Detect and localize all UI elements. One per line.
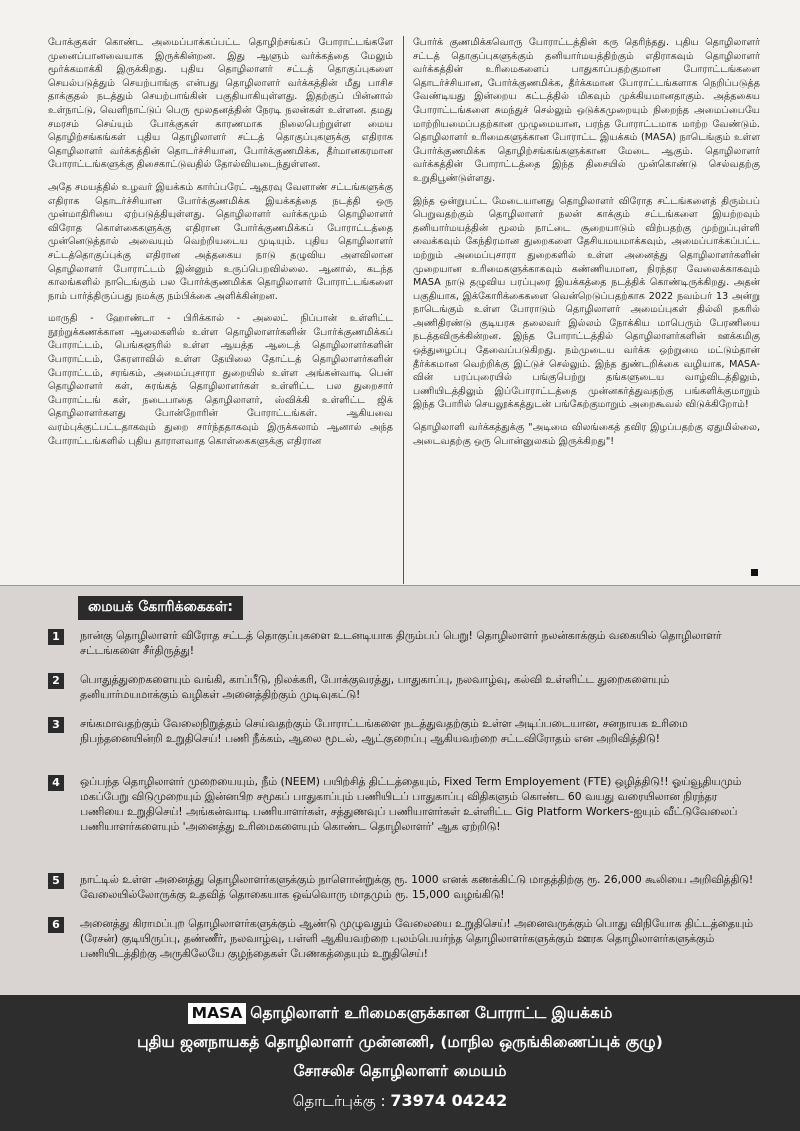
article-left-column	[48, 36, 393, 457]
column-divider	[403, 36, 404, 584]
article-paragraph: போக்குகள் கொண்ட அமைப்பாக்கப்பட்ட தொழிற்சங்கப் போராட்டங்களே முனைப்பானவையாக இருக்கின்றன. இது ஆளும் வர்க்கத்தை மேலும் மூர்க்கமாக்கி இருக்கிறது. புதிய தொழிலாளர் சட்டத் தொகுப்புகளை செயல்படுத்தும் செயற்பாங்கு என்பது தொழிலாளர் வர்க்கத்தின் மீது பாசிச தாக்குதல் நடத்தும் செயற்பாங்கின் பகுதியாகியுள்ளது. இதற்குப் பின்னால் உள்நாட்டு, வெளிநாட்டுப் பெரு மூலதனத்தின் நேரடி நலன்கள் உள்ளன. தமது சமரசம் செய்யும் போக்குகள் காரணமாக நிலைபெற்றுள்ள மைய தொழிற்சங்கங்கள் புதிய தொழிலாளர் சட்டத் தொகுப்புகளுக்கு எதிராக தொழிலாளர் வர்க்கத்தின் தொடர்ச்சியான, போர்க்குணமிக்க, தீர்மானகரமான போராட்டங்களுக்கு திசைகாட்டுவதில் தோல்வியடைந்துள்ளன.	[48, 37, 393, 171]
article-body	[48, 36, 760, 584]
demand-number: 1	[48, 629, 64, 645]
article-right-column	[413, 36, 760, 457]
demand-text: பொதுத்துறைகளையும் வங்கி, காப்பீடு, நிலக்கரி, போக்குவரத்து, பாதுகாப்பு, நலவாழ்வு, கல்வி உள்ளிட்ட துறைகளையும் தனியார்மயமாக்கும் வழிகள் அனைத்திற்கும் முடிவுகட்டு!	[80, 673, 670, 701]
footer-line-organization: சோசலிச தொழிலாளர் மையம்	[293, 1062, 507, 1080]
masa-logo: MASA	[188, 1003, 247, 1024]
contact-phone: 73974 04242	[390, 1091, 508, 1110]
demand-text: நான்கு தொழிலாளர் விரோத சட்டத் தொகுப்புகளை உடனடியாக திரும்பப் பெறு! தொழிலாளர் நலன்காக்கும் வகையில் தொழிலாளர் சட்டங்களை சீர்திருத்து!	[80, 629, 722, 657]
contact-label: தொடர்புக்கு :	[292, 1092, 391, 1110]
organization-footer	[0, 995, 800, 1131]
demand-number: 5	[48, 873, 64, 889]
article-paragraph: போர்க் குணமிக்கவொரு போராட்டத்தின் கரு தெரிந்தது. புதிய தொழிலாளர் சட்டத் தொகுப்புகளுக்கும் தனியார்மயத்திற்கும் எதிராகவும் தொழிலாளர் வர்க்கத்தின் உரிமைகளைப் பாதுகாப்பதற்குமான போராட்டங்களை தொடர்ச்சியான, போர்க்குணமிக்க, தீர்க்கமான போராட்டங்களாக நெறிப்படுத்த வேண்டியது இன்றைய கட்டத்தில் மிகவும் முக்கியமானதாகும். அத்தகைய போராட்டங்களை சுமந்துச் செல்லும் ஒடுக்கமுறையும் நிறைந்த அமைப்பையே மாற்றியமைப்பதற்கான முழுமையான, பரந்த போராட்டமாக மாற்ற வேண்டும். தொழிலாளர் உரிமைகளுக்கான போராட்ட இயக்கம் (MASA) நாடெங்கும் உள்ள போர்க்குணமிக்க தொழிற்சங்கங்களுக்கான மேடை ஆகும். தொழிலாளர் வர்க்கத்தின் போராட்டத்தை இந்த திசையில் முன்கொண்டு செல்வதற்கு உறுதிபூண்டுள்ளது.	[413, 37, 760, 184]
demand-number: 2	[48, 673, 64, 689]
demand-text: சங்கமாவதற்கும் வேலைநிறுத்தம் செய்வதற்கும் போராட்டங்களை நடத்துவதற்கும் உள்ள அடிப்படையான, சனநாயக உரிமை நிபந்தனையின்றி உறுதிசெய்! பணி நீக்கம், ஆலை மூடல், ஆட்குறைப்பு ஆகியவற்றை சட்டவிரோதம் என அறிவித்திடு!	[80, 717, 688, 745]
demands-section	[0, 585, 800, 995]
demands-title: மையக் கோரிக்கைகள்:	[78, 596, 243, 620]
contact-info	[0, 1086, 800, 1116]
demand-number: 4	[48, 775, 64, 791]
footer-line-organization: புதிய ஜனநாயகத் தொழிலாளர் முன்னணி, (மாநில ஒருங்கிணைப்புக் குழு)	[137, 1033, 663, 1051]
article-closing-quote: தொழிலாளி வர்க்கத்துக்கு "அடிமை விலங்கைத் தவிர இழப்பதற்கு ஏதுமில்லை, அடைவதற்கு ஒரு பொன்னுலகம் இருக்கிறது"!	[413, 422, 760, 447]
article-paragraph: மாருதி - ஹோண்டா - பிரிக்கால் - அலைட் நிப்பான் உள்ளிட்ட நூற்றுக்கணக்கான ஆலைகளில் உள்ள தொழிலாளர்களின் போர்க்குணமிக்கப் போராட்டம், பெங்களூரில் உள்ள ஆயத்த ஆடைத் தொழிலாளர்களின் போராட்டம், கேரளாவில் உள்ள தேயிலை தோட்டத் தொழிலாளர்களின் போராட்டம், சரங்கம், அமைப்புசாரா துறையில் உள்ள அங்கன்வாடி பென் தொழிலாளர் கள், சுரங்கத் தொழிலாளர்கள் உள்ளிட்ட பல துறைசார் போராட்டங் கள், நடைபாதை தொழிலாளர், ஸ்விக்கி உள்ளிட்ட ஜிக் தொழிலாளர்களது போன்றோரின் போராட்டங்கள். ஆகியவை வரம்புக்குட்பட்டதாகவும் துறை சார்ந்ததாகவும் இருக்கலாம் ஆனால் அந்த போராட்டங்களில் புதிய தாராளவாத கொள்கைகளுக்கு எதிரான	[48, 313, 393, 447]
article-paragraph: இந்த ஒன்றுபட்ட மேடையானது தொழிலாளர் விரோத சட்டங்களைத் திரும்பப் பெறுவதற்கும் தொழிலாளர் நலன் காக்கும் சட்டங்களை இயற்றவும் தனியார்மயத்தின் மூலம் நாட்டை சூறையாடும் விற்பதற்கு முற்றுப்புள்ளி வைக்கவும் கேந்திரமான துறைகளை தேசியமயமாக்கவும், அமைப்பாக்கப்பட்ட மற்றும் அமைப்புசாரா துறைகளில் உள்ள அனைத்து தொழிலாளர்களின் முறையான உரிமைகளுக்காகவும் கண்ணியமான, நிரந்தர வேலைக்காகவும் MASA நாடு தழுவிய பரப்புரை இயக்கத்தை நடத்திக் கொண்டிருக்கிறது. அதன் பகுதியாக, இக்கோரிக்கைகளை வென்றெடுப்பதற்காக 2022 நவம்பர் 13 அன்று நாடெங்கும் உள்ள போராடும் தொழிலாளர் அமைப்புகள் தில்லி நகரில் அணிதிரண்டு குடியரசு தலைவர் இல்லம் நோக்கிய மாபெரும் பேரணியை நடத்தவிருக்கின்றன. இந்த போராட்டத்தில் தொழிலாளர்களின் ஊக்கமிகு ஒத்துழைப்பு தேவைப்படுகிறது. நம்முடைய வர்க்க ஒற்றுமை மட்டும்தான் தீர்க்கமான வெற்றிக்கு இட்டுச் செல்லும். இந்த துண்டறிக்கை வழியாக, MASA-வின் பரப்புரையில் பங்குபெற்று தங்களுடைய வாழ்விடத்திலும், பணியிடத்திலும் இப்போராட்டத்தை முன்னகர்த்துவதற்கு பங்களிக்குமாறும் இந்த போரில் செயலூக்கத்துடன் பங்கேற்குமாறும் அறைகூவல் விடுக்கிறோம்!	[413, 195, 760, 411]
demand-number: 3	[48, 717, 64, 733]
masa-full-name: தொழிலாளர் உரிமைகளுக்கான போராட்ட இயக்கம்	[250, 1004, 613, 1022]
demand-text: ஒப்பந்த தொழிலாளர் முறையையும், நீம் (NEEM) பயிற்சித் திட்டத்தையும், Fixed Term Employement (FTE) ஒழித்திடு!! ஓய்வூதியமும் மகப்பேறு விடுமுறையும் இன்னபிற சமூகப் பாதுகாப்பும் பணியிடப் பாதுகாப்பு விதிகளும் கொண்ட 60 வயது வரையிலான நிரந்தர பணியை உறுதிசெய்! அங்கன்வாடி பணியாளர்கள், சத்துணவுப் பணியாளர்கள் உள்ளிட்ட Gig Platform Workers-ஐயும் வீட்டுவேலைப் பணியாளர்களையும் 'அனைத்து உரிமைகளையும் கொண்ட தொழிலாளர்' ஆக ஏற்றிடு!	[80, 775, 742, 833]
demand-text: நாட்டில் உள்ள அனைத்து தொழிலாளர்களுக்கும் நாளொன்றுக்கு ரூ. 1000 எனக் கணக்கிட்டு மாதத்திற்கு ரூ. 26,000 கூலியை அறிவித்திடு! வேலையில்லோருக்கு உதவித் தொகையாக ஒவ்வொரு மாதமும் ரூ. 15,000 வழங்கிடு!	[80, 873, 754, 901]
article-paragraph: அதே சமயத்தில் உழவர் இயக்கம் கார்ப்பரேட் ஆதரவு வேளாண் சட்டங்களுக்கு எதிராக தொடர்ச்சியான போர்க்குணமிக்க இயக்கத்தை நடத்தி ஒரு முன்மாதிரியை ஏற்படுத்தியுள்ளது. தொழிலாளர் வர்க்கமும் தொழிலாளர் விரோத கொள்கைகளுக்கு எதிரான போர்க்குணமிக்கப் போராட்டத்தை முன்னெடுத்தால் அவையும் வெற்றியடைய முடியும். புதிய தொழிலாளர் சட்டத்தொகுப்புக்கு எதிரான அத்தகைய நாடு தழுவிய அளவிலான தொழிலாளர் போராட்டம் இன்னும் உருப்பெறவில்லை. ஆனால், கடந்த காலங்களில் நாடெங்கும் பல போர்க்குணமிக்க தொழிலாளர் போராட்டங்களை நாம் பார்த்திருப்பது நமக்கு நம்பிக்கை அளிக்கின்றன.	[48, 181, 393, 302]
demand-text: அனைத்து கிராமப்புற தொழிலாளர்களுக்கும் ஆண்டு முழுவதும் வேலையை உறுதிசெய்! அனைவருக்கும் பொது விநியோக திட்டத்தையும் (ரேசன்) குடியிருப்பு, தண்ணீர், நலவாழ்வு, பள்ளி ஆகியவற்றை புலம்பெயர்ந்த தொழிலாளர்களுக்கும் ஊரக தொழிலாளர்களுக்கும் பணியிடத்திற்கு அருகிலேயே குழந்தைகள் பேணகத்தையும் உறுதிசெய்!	[80, 917, 753, 960]
end-mark-icon	[751, 569, 758, 576]
footer-line-masa	[0, 999, 800, 1028]
demand-number: 6	[48, 917, 64, 933]
